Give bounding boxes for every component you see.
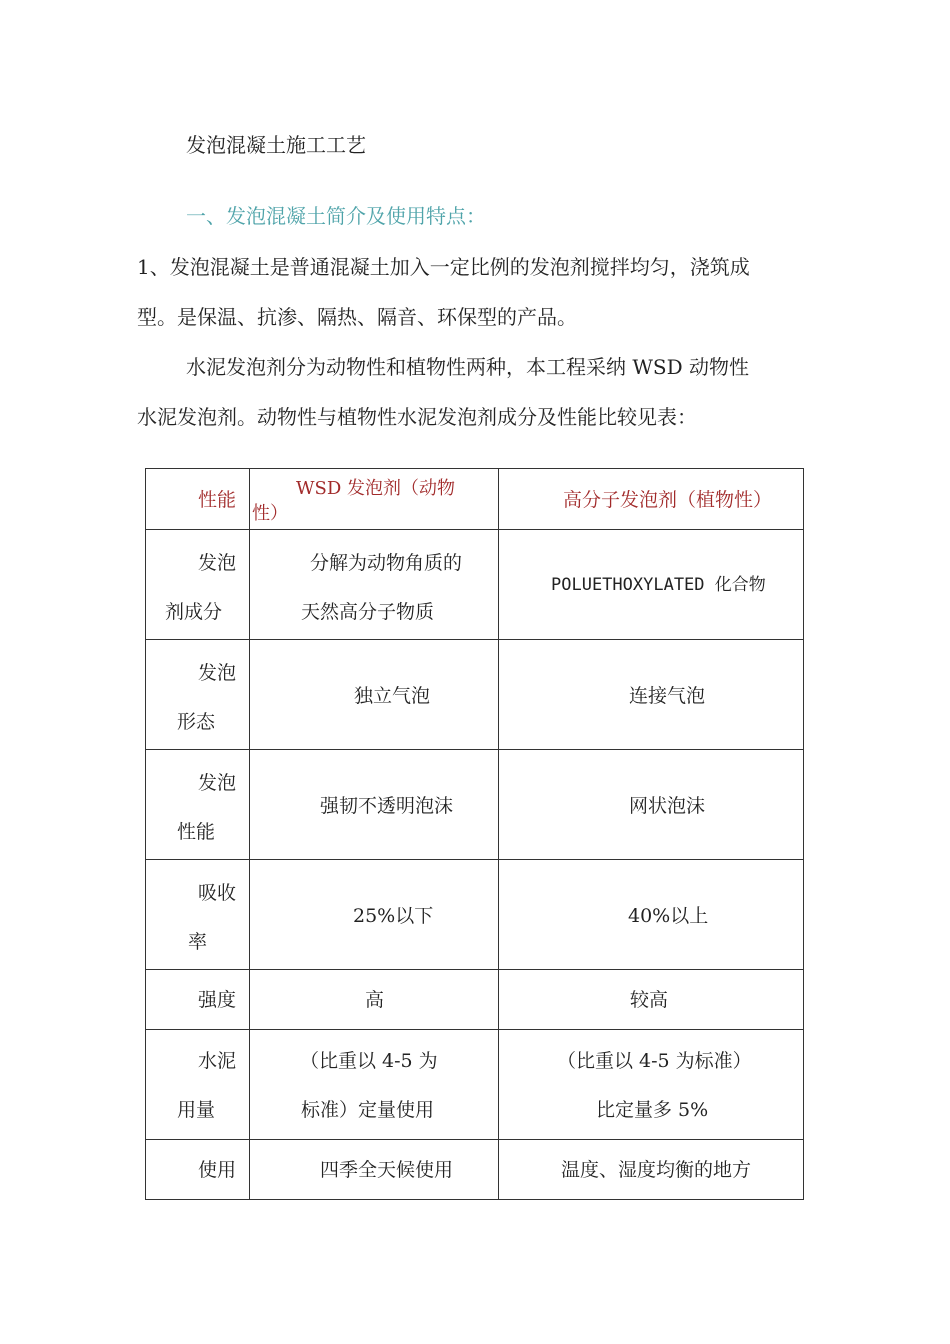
row-label-line-1: 发泡	[198, 552, 237, 574]
table-row	[146, 1140, 804, 1200]
header-plant-label: 高分子发泡剂（植物性）	[563, 489, 773, 511]
table-cell	[250, 530, 499, 640]
table-header-row	[146, 469, 804, 530]
table-cell	[499, 640, 804, 750]
animal-value-line-2: 标准）定量使用	[301, 1099, 435, 1121]
table-row	[146, 640, 804, 750]
animal-value: 四季全天候使用	[320, 1159, 454, 1181]
table-header-cell	[250, 469, 499, 530]
table-row	[146, 860, 804, 970]
animal-value: 25%以下	[353, 905, 434, 927]
plant-value: 较高	[630, 989, 669, 1011]
paragraph-2-line-2: 水泥发泡剂。动物性与植物性水泥发泡剂成分及性能比较见表：	[137, 405, 697, 429]
row-label-line-2: 剂成分	[165, 601, 223, 623]
row-label: 使用	[198, 1159, 237, 1181]
table-cell	[146, 1140, 250, 1200]
row-label-line-2: 用量	[177, 1099, 216, 1121]
table-header-cell	[146, 469, 250, 530]
table-cell	[146, 750, 250, 860]
animal-value-line-1: 分解为动物角质的	[310, 552, 463, 574]
animal-value-line-2: 天然高分子物质	[301, 601, 435, 623]
row-label-line-2: 率	[188, 931, 208, 953]
plant-value-line-1: （比重以 4-5 为标准）	[557, 1050, 752, 1072]
table-cell	[250, 640, 499, 750]
plant-value: POLUETHOXYLATED 化合物	[551, 575, 766, 595]
row-label-line-1: 吸收	[198, 882, 237, 904]
row-label-line-1: 水泥	[198, 1050, 237, 1072]
plant-value: 温度、湿度均衡的地方	[561, 1159, 752, 1181]
paragraph-1-line-1: 1、发泡混凝土是普通混凝土加入一定比例的发泡剂搅拌均匀，浇筑成	[137, 255, 750, 279]
plant-value: 40%以上	[628, 905, 709, 927]
table-cell	[250, 970, 499, 1030]
comparison-table	[145, 468, 804, 1200]
plant-value-line-2: 比定量多 5%	[596, 1099, 709, 1121]
plant-value: 连接气泡	[629, 685, 706, 707]
table-cell	[146, 1030, 250, 1140]
table-row	[146, 970, 804, 1030]
animal-value: 强韧不透明泡沫	[320, 795, 454, 817]
animal-value: 独立气泡	[354, 685, 431, 707]
header-animal-line-2: 性）	[252, 503, 288, 524]
row-label-line-1: 发泡	[198, 772, 237, 794]
plant-value: 网状泡沫	[629, 795, 706, 817]
paragraph-1-line-2: 型。是保温、抗渗、隔热、隔音、环保型的产品。	[137, 305, 577, 329]
table-cell	[146, 530, 250, 640]
table-cell	[250, 750, 499, 860]
table-row	[146, 530, 804, 640]
table-cell	[250, 860, 499, 970]
header-animal-line-1: WSD 发泡剂（动物	[296, 478, 455, 499]
table-cell	[499, 1030, 804, 1140]
table-row	[146, 750, 804, 860]
animal-value: 高	[365, 989, 385, 1011]
table-cell	[146, 860, 250, 970]
paragraph-2-line-1: 水泥发泡剂分为动物性和植物性两种，本工程采纳 WSD 动物性	[186, 355, 750, 379]
header-property-label: 性能	[198, 489, 237, 511]
table-cell	[499, 1140, 804, 1200]
table-cell	[499, 970, 804, 1030]
row-label-line-2: 形态	[177, 711, 216, 733]
table-cell	[499, 860, 804, 970]
table-cell	[250, 1030, 499, 1140]
document-title: 发泡混凝土施工工艺	[186, 133, 366, 157]
row-label-line-2: 性能	[177, 821, 216, 843]
table-cell	[146, 640, 250, 750]
table-cell	[499, 530, 804, 640]
animal-value-line-1: （比重以 4-5 为	[300, 1050, 438, 1072]
row-label-line-1: 发泡	[198, 662, 237, 684]
section-heading: 一、发泡混凝土简介及使用特点：	[186, 204, 486, 228]
table-row	[146, 1030, 804, 1140]
table-cell	[499, 750, 804, 860]
table-cell	[146, 970, 250, 1030]
table-header-cell	[499, 469, 804, 530]
row-label: 强度	[198, 989, 237, 1011]
table-cell	[250, 1140, 499, 1200]
